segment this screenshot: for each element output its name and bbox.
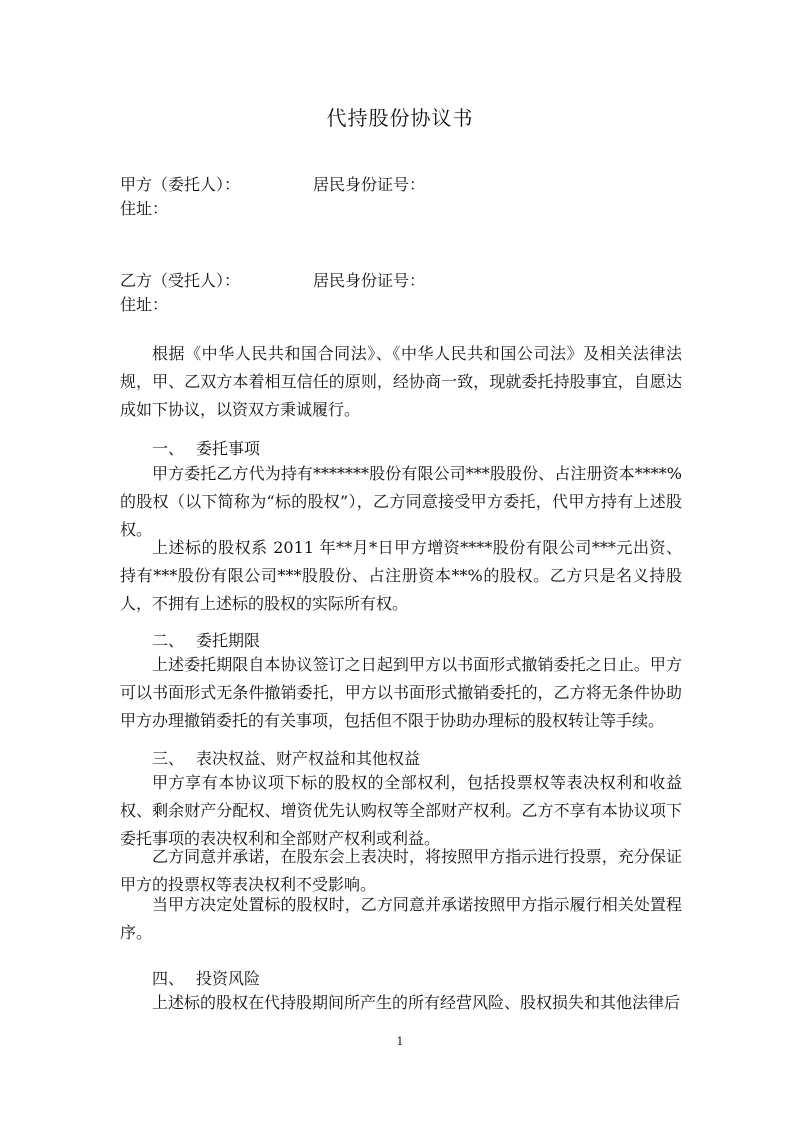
section-3-paragraph-3: 当甲方决定处置标的股权时，乙方同意并承诺按照甲方指示履行相关处置程序。 xyxy=(120,895,682,942)
section-1-paragraph-2: 上述标的股权系 2011 年**月*日甲方增资****股份有限公司***元出资、持有***股份有限公司***股股份、占注册资本**%的股权。乙方只是名义持股人，不拥有上述标的股权的实际所有权。 xyxy=(120,538,682,613)
section-1-title: 委托事项 xyxy=(196,439,261,458)
party-b-label: 乙方（受托人）： xyxy=(120,271,241,290)
preamble-paragraph: 根据《中华人民共和国合同法》、《中华人民共和国公司法》及相关法律法规，甲、乙双方本着相互信任的原则，经协商一致，现就委托持股事宜，自愿达成如下协议，以资双方秉诚履行。 xyxy=(120,344,682,419)
section-3-paragraph-2: 乙方同意并承诺，在股东会上表决时，将按照甲方指示进行投票，充分保证甲方的投票权等表决权利不受影响。 xyxy=(120,847,682,894)
section-2-title: 委托期限 xyxy=(196,631,261,650)
page-number: 1 xyxy=(396,1035,404,1048)
party-a-address-label: 住址： xyxy=(120,199,169,218)
section-4-title: 投资风险 xyxy=(196,969,261,988)
section-3-paragraph-1: 甲方享有本协议项下标的股权的全部权利，包括投票权等表决权利和收益权、剩余财产分配权、增资优先认购权等全部财产权利。乙方不享有本协议项下委托事项的表决权利和全部财产权利或利益。 xyxy=(120,773,682,848)
party-a-id-label: 居民身份证号： xyxy=(313,175,426,194)
section-2-paragraph-1: 上述委托期限自本协议签订之日起到甲方以书面形式撤销委托之日止。甲方可以书面形式无条件撤销委托，甲方以书面形式撤销委托的，乙方将无条件协助甲方办理撤销委托的有关事项，包括但不限于协助办理标的股权转让等手续。 xyxy=(120,655,682,730)
section-1-heading xyxy=(152,436,260,462)
party-b-id-label: 居民身份证号： xyxy=(313,271,426,290)
section-4-number: 四、 xyxy=(152,969,185,988)
section-1-paragraph-1: 甲方委托乙方代为持有*******股份有限公司***股股份、占注册资本****%的股权（以下简称为“标的股权”），乙方同意接受甲方委托，代甲方持有上述股权。 xyxy=(120,464,682,539)
document-title: 代持股份协议书 xyxy=(326,106,474,130)
section-3-title: 表决权益、财产权益和其他权益 xyxy=(196,749,421,768)
section-4-paragraph-1: 上述标的股权在代持股期间所产生的所有经营风险、股权损失和其他法律后 xyxy=(152,993,681,1012)
section-3-number: 三、 xyxy=(152,749,185,768)
section-1-number: 一、 xyxy=(152,439,185,458)
party-a-label: 甲方（委托人）： xyxy=(120,175,241,194)
party-b-address-label: 住址： xyxy=(120,295,169,314)
section-2-number: 二、 xyxy=(152,631,185,650)
